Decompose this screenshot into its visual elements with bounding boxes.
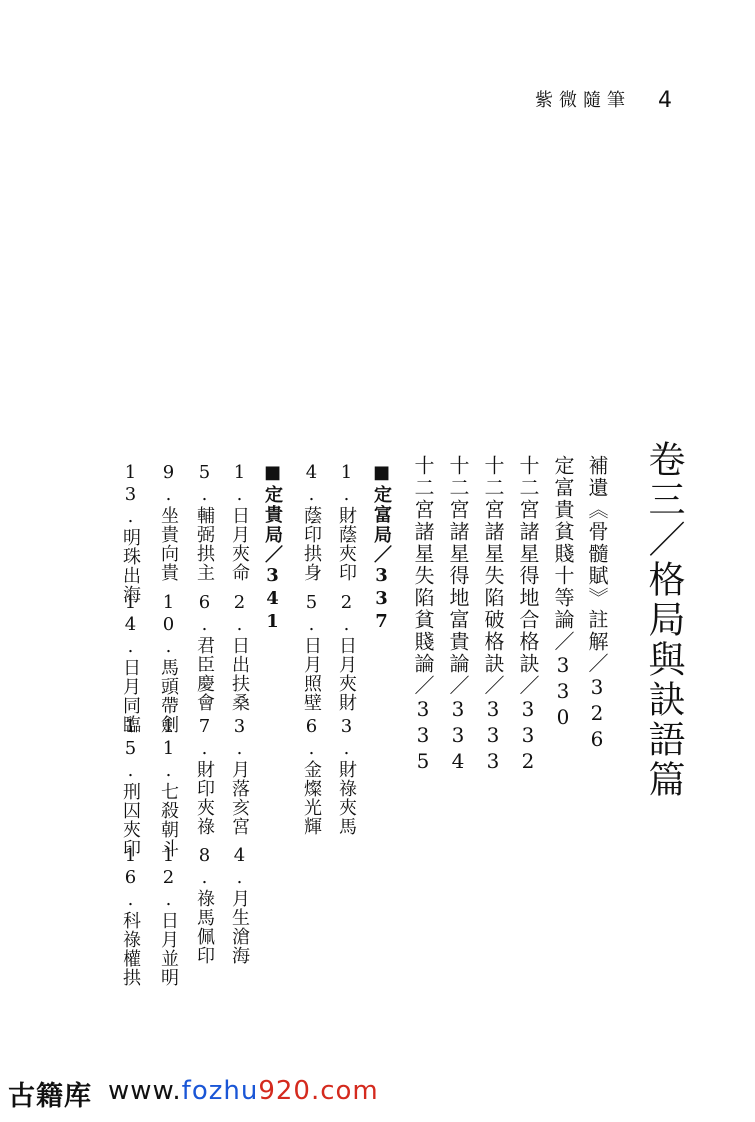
pattern-item: 6.金燦光輝 xyxy=(301,716,322,836)
pattern-item: 2.日月夾財 xyxy=(336,592,357,712)
site-url[interactable] xyxy=(108,1076,379,1106)
pattern-item: 9.坐貴向貴 xyxy=(158,462,179,582)
url-suffix: 920.com xyxy=(258,1076,379,1106)
toc-entry: 十二宮諸星得地合格訣／332 xyxy=(516,455,540,775)
toc-entry: 補遺《骨髓賦》註解／326 xyxy=(585,455,609,753)
toc-entry: 十二宮諸星失陷破格訣／333 xyxy=(481,455,505,775)
pattern-item: 3.財祿夾馬 xyxy=(336,716,357,836)
pattern-item: 1.日月夾命 xyxy=(229,462,250,582)
toc-entry: 十二宮諸星失陷貧賤論／335 xyxy=(411,455,435,775)
section-heading-nobility: ■定貴局／341 xyxy=(262,462,283,634)
pattern-item: 4.月生滄海 xyxy=(229,845,250,965)
pattern-item: 11.七殺朝斗 xyxy=(158,716,179,858)
toc-entry: 定富貴貧賤十等論／330 xyxy=(551,455,575,731)
pattern-item: 14.日月同臨 xyxy=(120,592,141,734)
pattern-item: 1.財蔭夾印 xyxy=(336,462,357,582)
pattern-item: 12.日月並明 xyxy=(158,845,179,987)
url-mid: fozhu xyxy=(181,1076,259,1106)
toc-entry: 十二宮諸星得地富貴論／334 xyxy=(446,455,470,775)
pattern-item: 5.輔弼拱主 xyxy=(194,462,215,582)
pattern-item: 2.日出扶桑 xyxy=(229,592,250,712)
pattern-item: 7.財印夾祿 xyxy=(194,716,215,836)
pattern-item: 10.馬頭帶劍 xyxy=(158,592,179,734)
url-prefix: www. xyxy=(108,1076,182,1106)
page-number: 4 xyxy=(658,88,672,113)
pattern-item: 15.刑囚夾印 xyxy=(120,716,141,858)
pattern-item: 8.祿馬佩印 xyxy=(194,845,215,965)
pattern-item: 6.君臣慶會 xyxy=(194,592,215,712)
running-header-title: 紫微隨筆 xyxy=(535,90,631,111)
pattern-item: 13.明珠出海 xyxy=(120,462,141,604)
pattern-item: 3.月落亥宮 xyxy=(229,716,250,836)
volume-title: 卷三／格局與訣語篇 xyxy=(642,440,685,800)
pattern-item: 4.蔭印拱身 xyxy=(301,462,322,582)
section-heading-wealth: ■定富局／337 xyxy=(371,462,392,634)
pattern-item: 16.科祿權拱 xyxy=(120,845,141,987)
site-name: 古籍库 xyxy=(8,1081,92,1112)
pattern-item: 5.日月照壁 xyxy=(301,592,322,712)
